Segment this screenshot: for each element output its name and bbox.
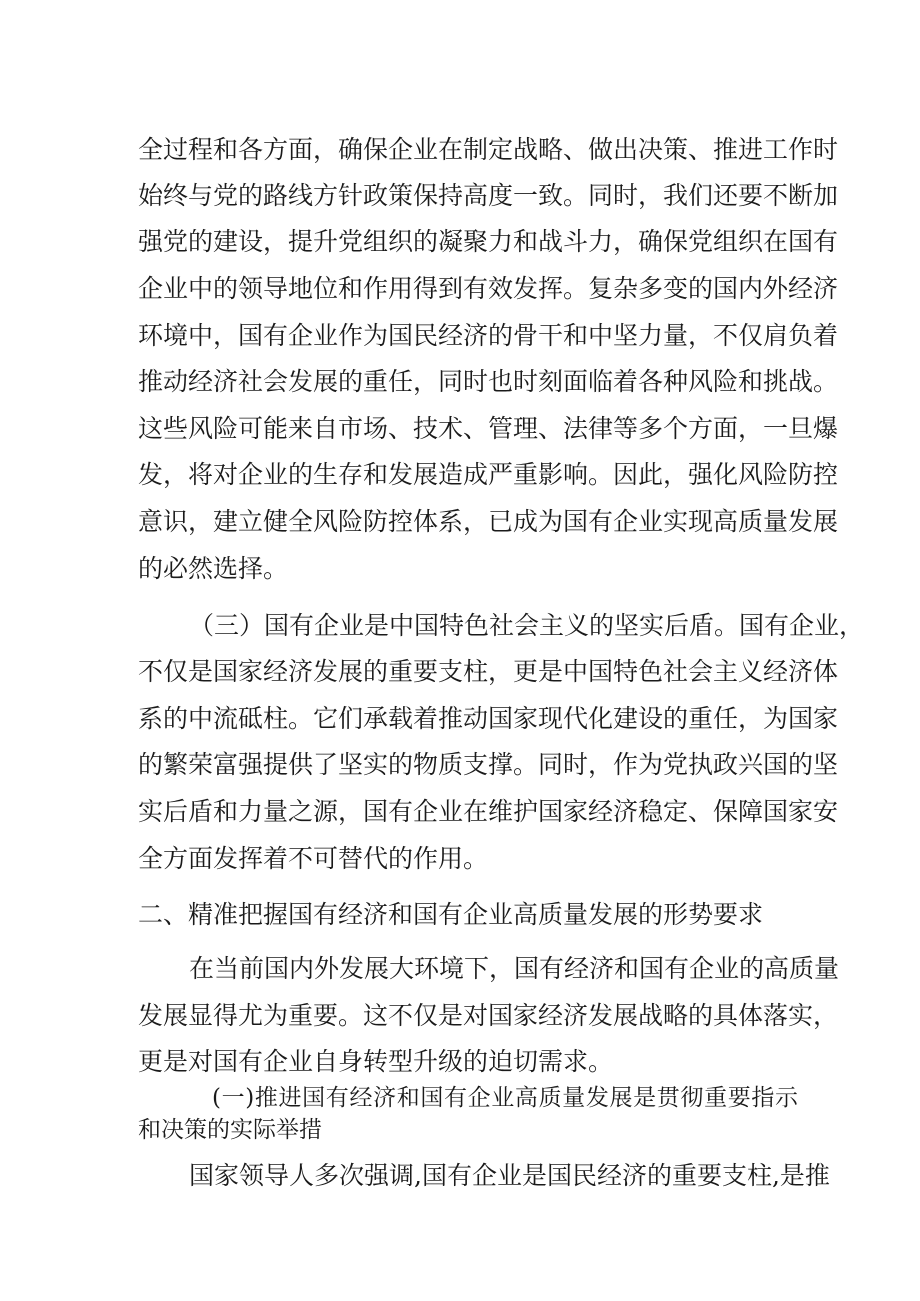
paragraph-line: 更是对国有企业自身转型升级的迫切需求。 [138, 1047, 614, 1076]
paragraph-line: 始终与党的路线方针政策保持高度一致。同时，我们还要不断加 [138, 181, 839, 210]
paragraph-line: 全过程和各方面，确保企业在制定战略、做出决策、推进工作时 [138, 135, 839, 164]
paragraph-line: 的必然选择。 [138, 554, 289, 583]
subsection-heading-line: 和决策的实际举措 [138, 1117, 322, 1143]
paragraph-line: 意识，建立健全风险防控体系，已成为国有企业实现高质量发展 [138, 507, 839, 536]
paragraph-line: 这些风险可能来自市场、技术、管理、法律等多个方面，一旦爆 [138, 414, 839, 443]
paragraph-line: 国家领导人多次强调,国有企业是国民经济的重要支柱,是推 [189, 1161, 830, 1190]
section-heading: 二、精准把握国有经济和国有企业高质量发展的形势要求 [138, 900, 764, 929]
section-heading-paragraph-line: （三）国有企业是中国特色社会主义的坚实后盾。国有企业， [189, 611, 865, 640]
paragraph-line: 强党的建设，提升党组织的凝聚力和战斗力，确保党组织在国有 [138, 227, 839, 256]
paragraph-line: 的繁荣富强提供了坚实的物质支撑。同时，作为党执政兴国的坚 [138, 750, 839, 779]
paragraph-line: 发展显得尤为重要。这不仅是对国家经济发展战略的具体落实， [138, 1001, 839, 1030]
paragraph-line: 实后盾和力量之源，国有企业在维护国家经济稳定、保障国家安 [138, 797, 839, 826]
paragraph-line: 不仅是国家经济发展的重要支柱，更是中国特色社会主义经济体 [138, 657, 839, 686]
paragraph-line: 推动经济社会发展的重任，同时也时刻面临着各种风险和挑战。 [138, 367, 839, 396]
paragraph-line: 发，将对企业的生存和发展造成严重影响。因此，强化风险防控 [138, 460, 839, 489]
paragraph-line: 全方面发挥着不可替代的作用。 [138, 844, 489, 873]
paragraph-line: 系的中流砥柱。它们承载着推动国家现代化建设的重任，为国家 [138, 704, 839, 733]
paragraph-line: 企业中的领导地位和作用得到有效发挥。复杂多变的国内外经济 [138, 274, 839, 303]
paragraph-line: 在当前国内外发展大环境下，国有经济和国有企业的高质量 [189, 954, 840, 983]
subsection-heading-line: (一)推进国有经济和国有企业高质量发展是贯彻重要指示 [212, 1085, 798, 1111]
paragraph-line: 环境中，国有企业作为国民经济的骨干和中坚力量，不仅肩负着 [138, 321, 839, 350]
